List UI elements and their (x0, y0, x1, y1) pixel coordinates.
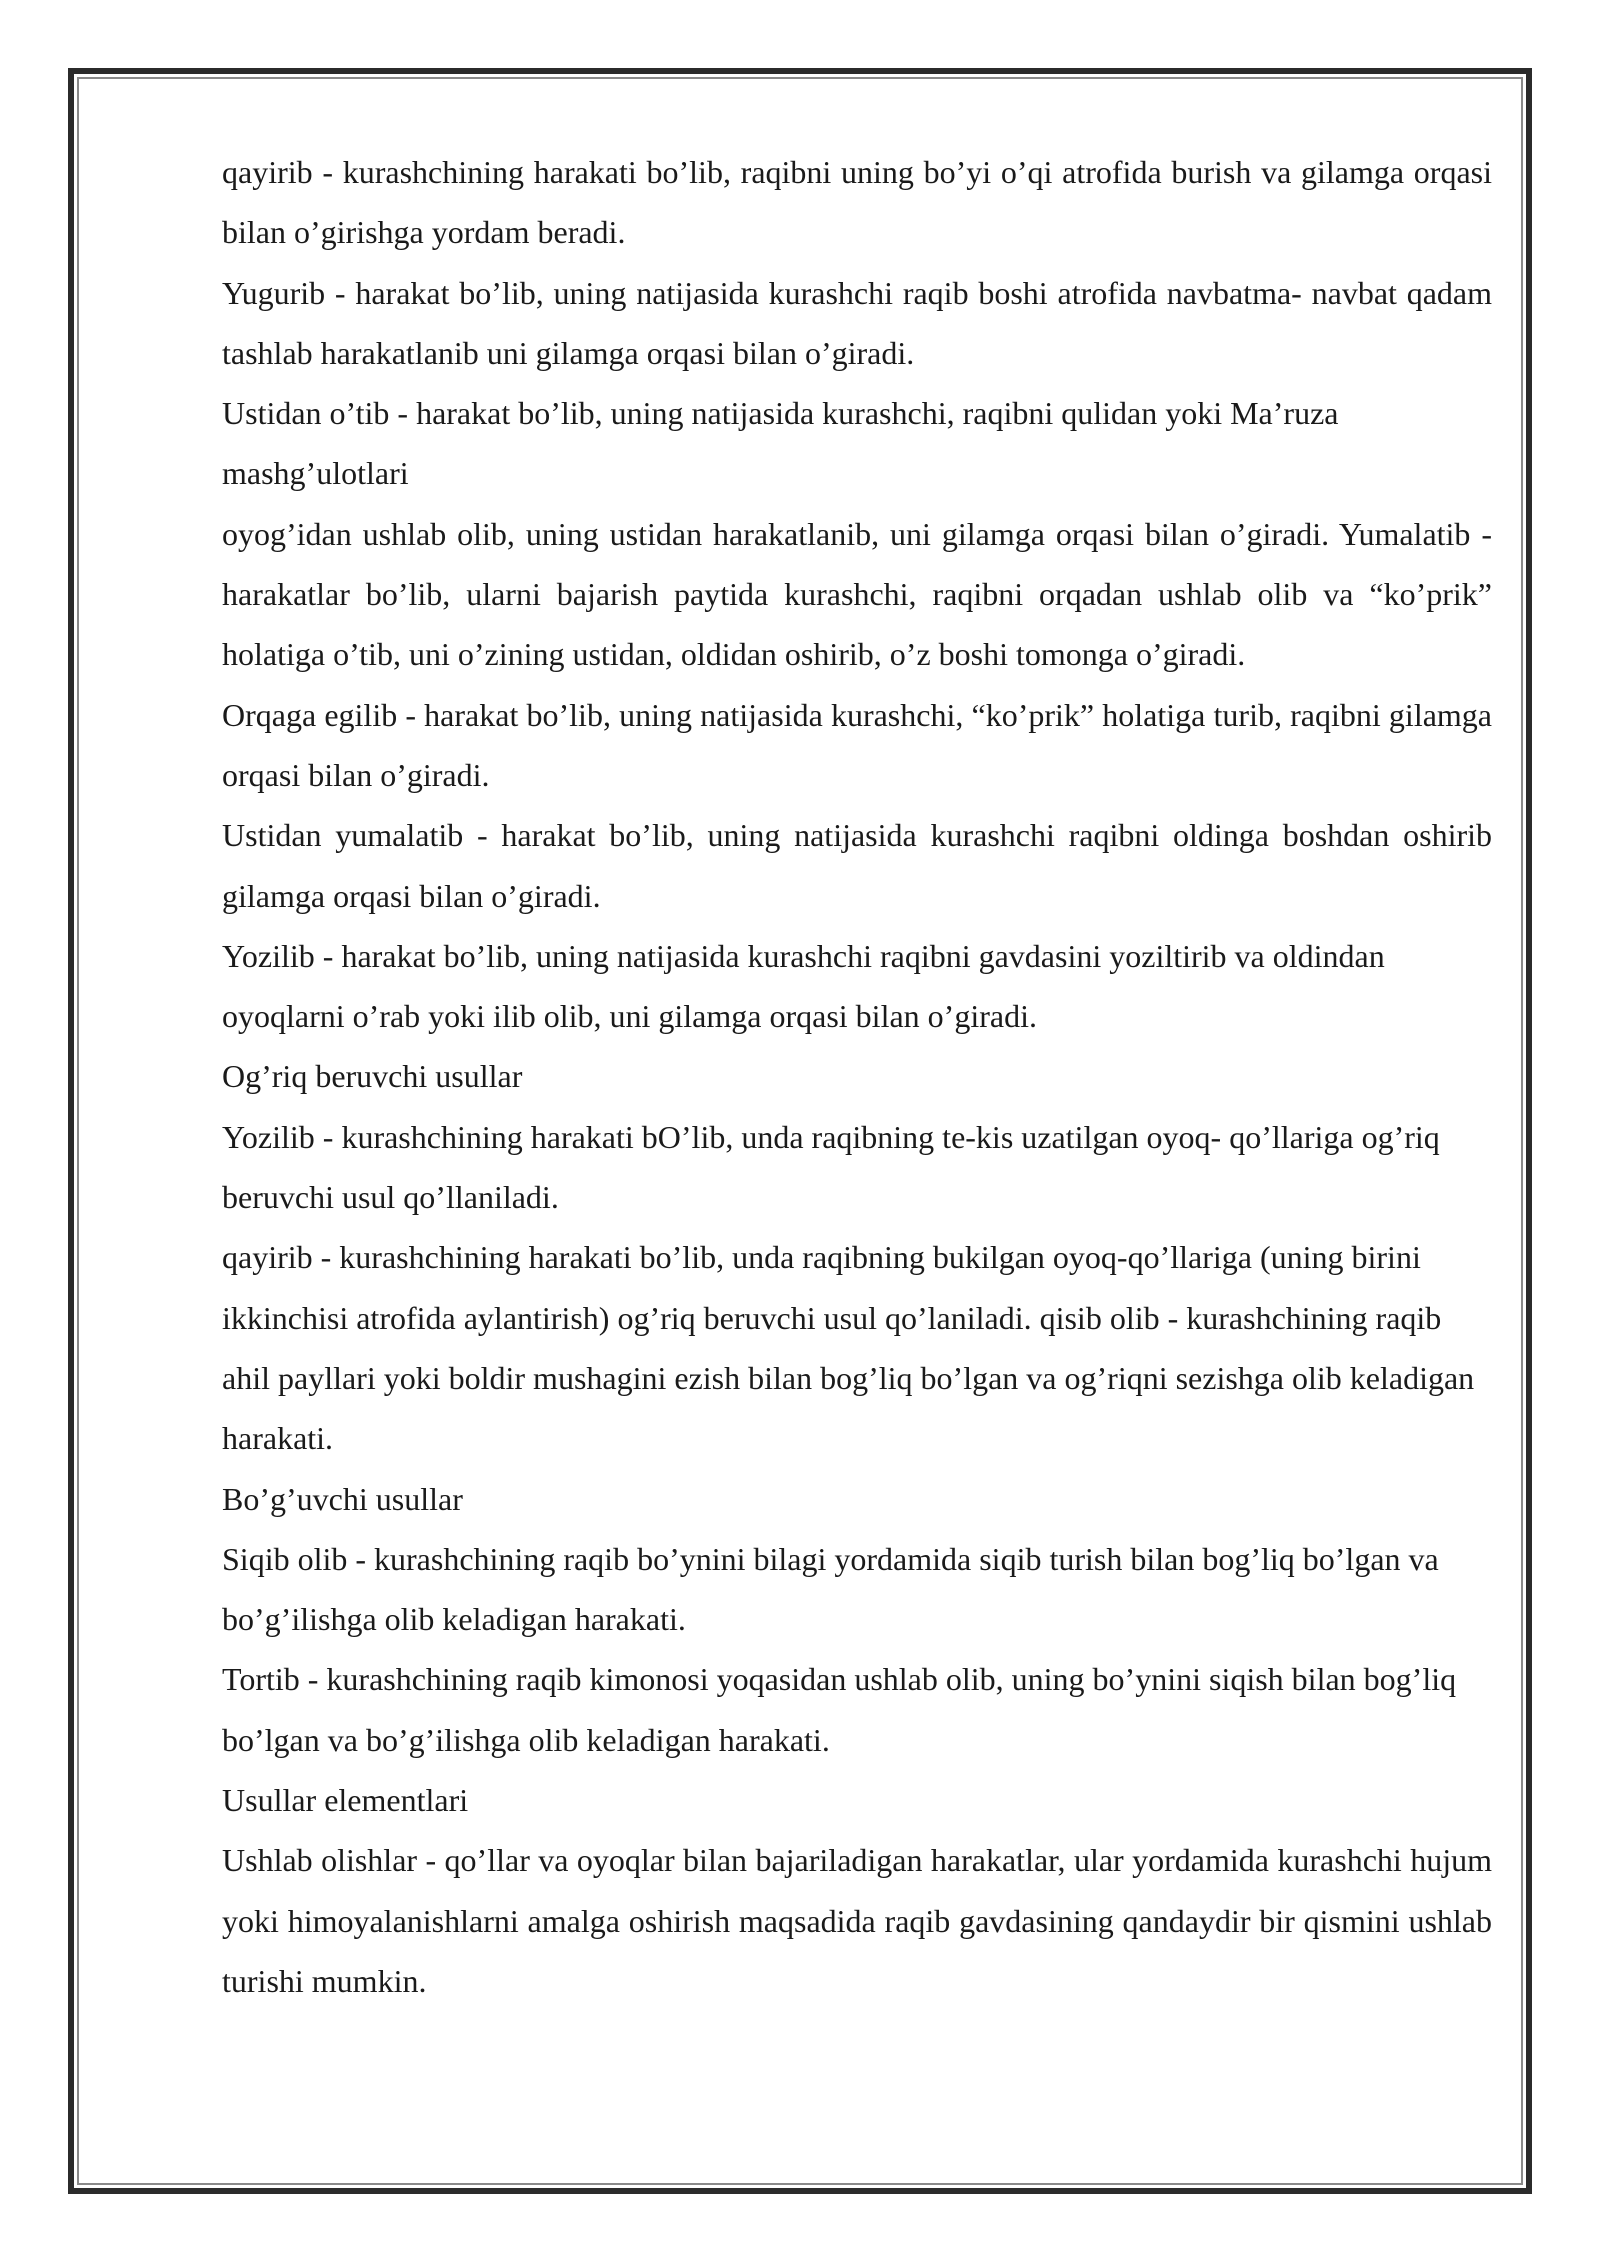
heading-boguvchi-usullar: Bo’g’uvchi usullar (222, 1480, 463, 1517)
paragraph-qayirib-qisib-olib: qayirib - kurashchining harakati bo’lib, unda raqibning bukilgan oyoq-qo’llariga (uning birini ikkinchisi atrofida aylantirish) og’riq beruvchi usul qo’laniladi. qisib olib - kurashchining raqib ahil payllari yoki boldir mushagini ezish bilan bog’liq bo’lgan va og’riqni sezishga olib keladigan harakati. (222, 1239, 1475, 1457)
heading-ogriq-beruvchi-usullar: Og’riq beruvchi usullar (222, 1058, 523, 1095)
paragraph-yozilib: Yozilib - harakat bo’lib, uning natijasida kurashchi raqibni gavdasini yoziltirib va oldindan oyoqlarni o’rab yoki ilib olib, uni gilamga orqasi bilan o’giradi. (222, 937, 1385, 1035)
paragraph-yugurib: Yugurib - harakat bo’lib, uning natijasida kurashchi raqib boshi atrofida navbatma- navbat qadam tashlab harakatlanib uni gilamga orqasi bilan o’giradi. (222, 274, 1492, 371)
heading-usullar-elementlari: Usullar elementlari (222, 1782, 469, 1819)
paragraph-ustidan-otib: Ustidan o’tib - harakat bo’lib, uning natijasida kurashchi, raqibni qulidan yoki Ma’ruza mashg’ulotlari (222, 395, 1339, 492)
paragraph-yumalatib: oyog’idan ushlab olib, uning ustidan harakatlanib, uni gilamga orqasi bilan o’giradi. Yumalatib - harakatlar bo’lib, ularni bajarish paytida kurashchi, raqibni orqadan ushlab olib va “ko’prik” holatiga o’tib, uni o’zining ustidan, oldidan oshirib, o’z boshi tomonga o’giradi. (222, 515, 1492, 673)
paragraph-ustidan-yumalatib: Ustidan yumalatib - harakat bo’lib, uning natijasida kurashchi raqibni oldinga boshdan oshirib gilamga orqasi bilan o’giradi. (222, 817, 1492, 914)
paragraph-ushlab-olishlar: Ushlab olishlar - qo’llar va oyoqlar bilan bajariladigan harakatlar, ular yordamida kurashchi hujum yoki himoyalanishlarni amalga oshirish maqsadida raqib gavdasining qandaydir bir qismini ushlab turishi mumkin. (222, 1842, 1492, 1999)
paragraph-orqaga-egilib: Orqaga egilib - harakat bo’lib, uning natijasida kurashchi, “ko’prik” holatiga turib, raqibni gilamga orqasi bilan o’giradi. (222, 696, 1492, 793)
paragraph-siqib-olib: Siqib olib - kurashchining raqib bo’ynini bilagi yordamida siqib turish bilan bog’liq bo’lgan va bo’g’ilishga olib keladigan harakati. (222, 1540, 1439, 1638)
paragraph-qayirib: qayirib - kurashchining harakati bo’lib, raqibni uning bo’yi o’qi atrofida burish va gilamga orqasi bilan o’girishga yordam beradi. (222, 154, 1492, 251)
paragraph-yozilib-ogriq: Yozilib - kurashchining harakati bO’lib, unda raqibning te-kis uzatilgan oyoq- qo’llariga og’riq beruvchi usul qo’llaniladi. (222, 1118, 1440, 1216)
paragraph-tortib: Tortib - kurashchining raqib kimonosi yoqasidan ushlab olib, uning bo’ynini siqish bilan bog’liq bo’lgan va bo’g’ilishga olib keladigan harakati. (222, 1661, 1457, 1758)
document-body (222, 142, 1492, 2011)
